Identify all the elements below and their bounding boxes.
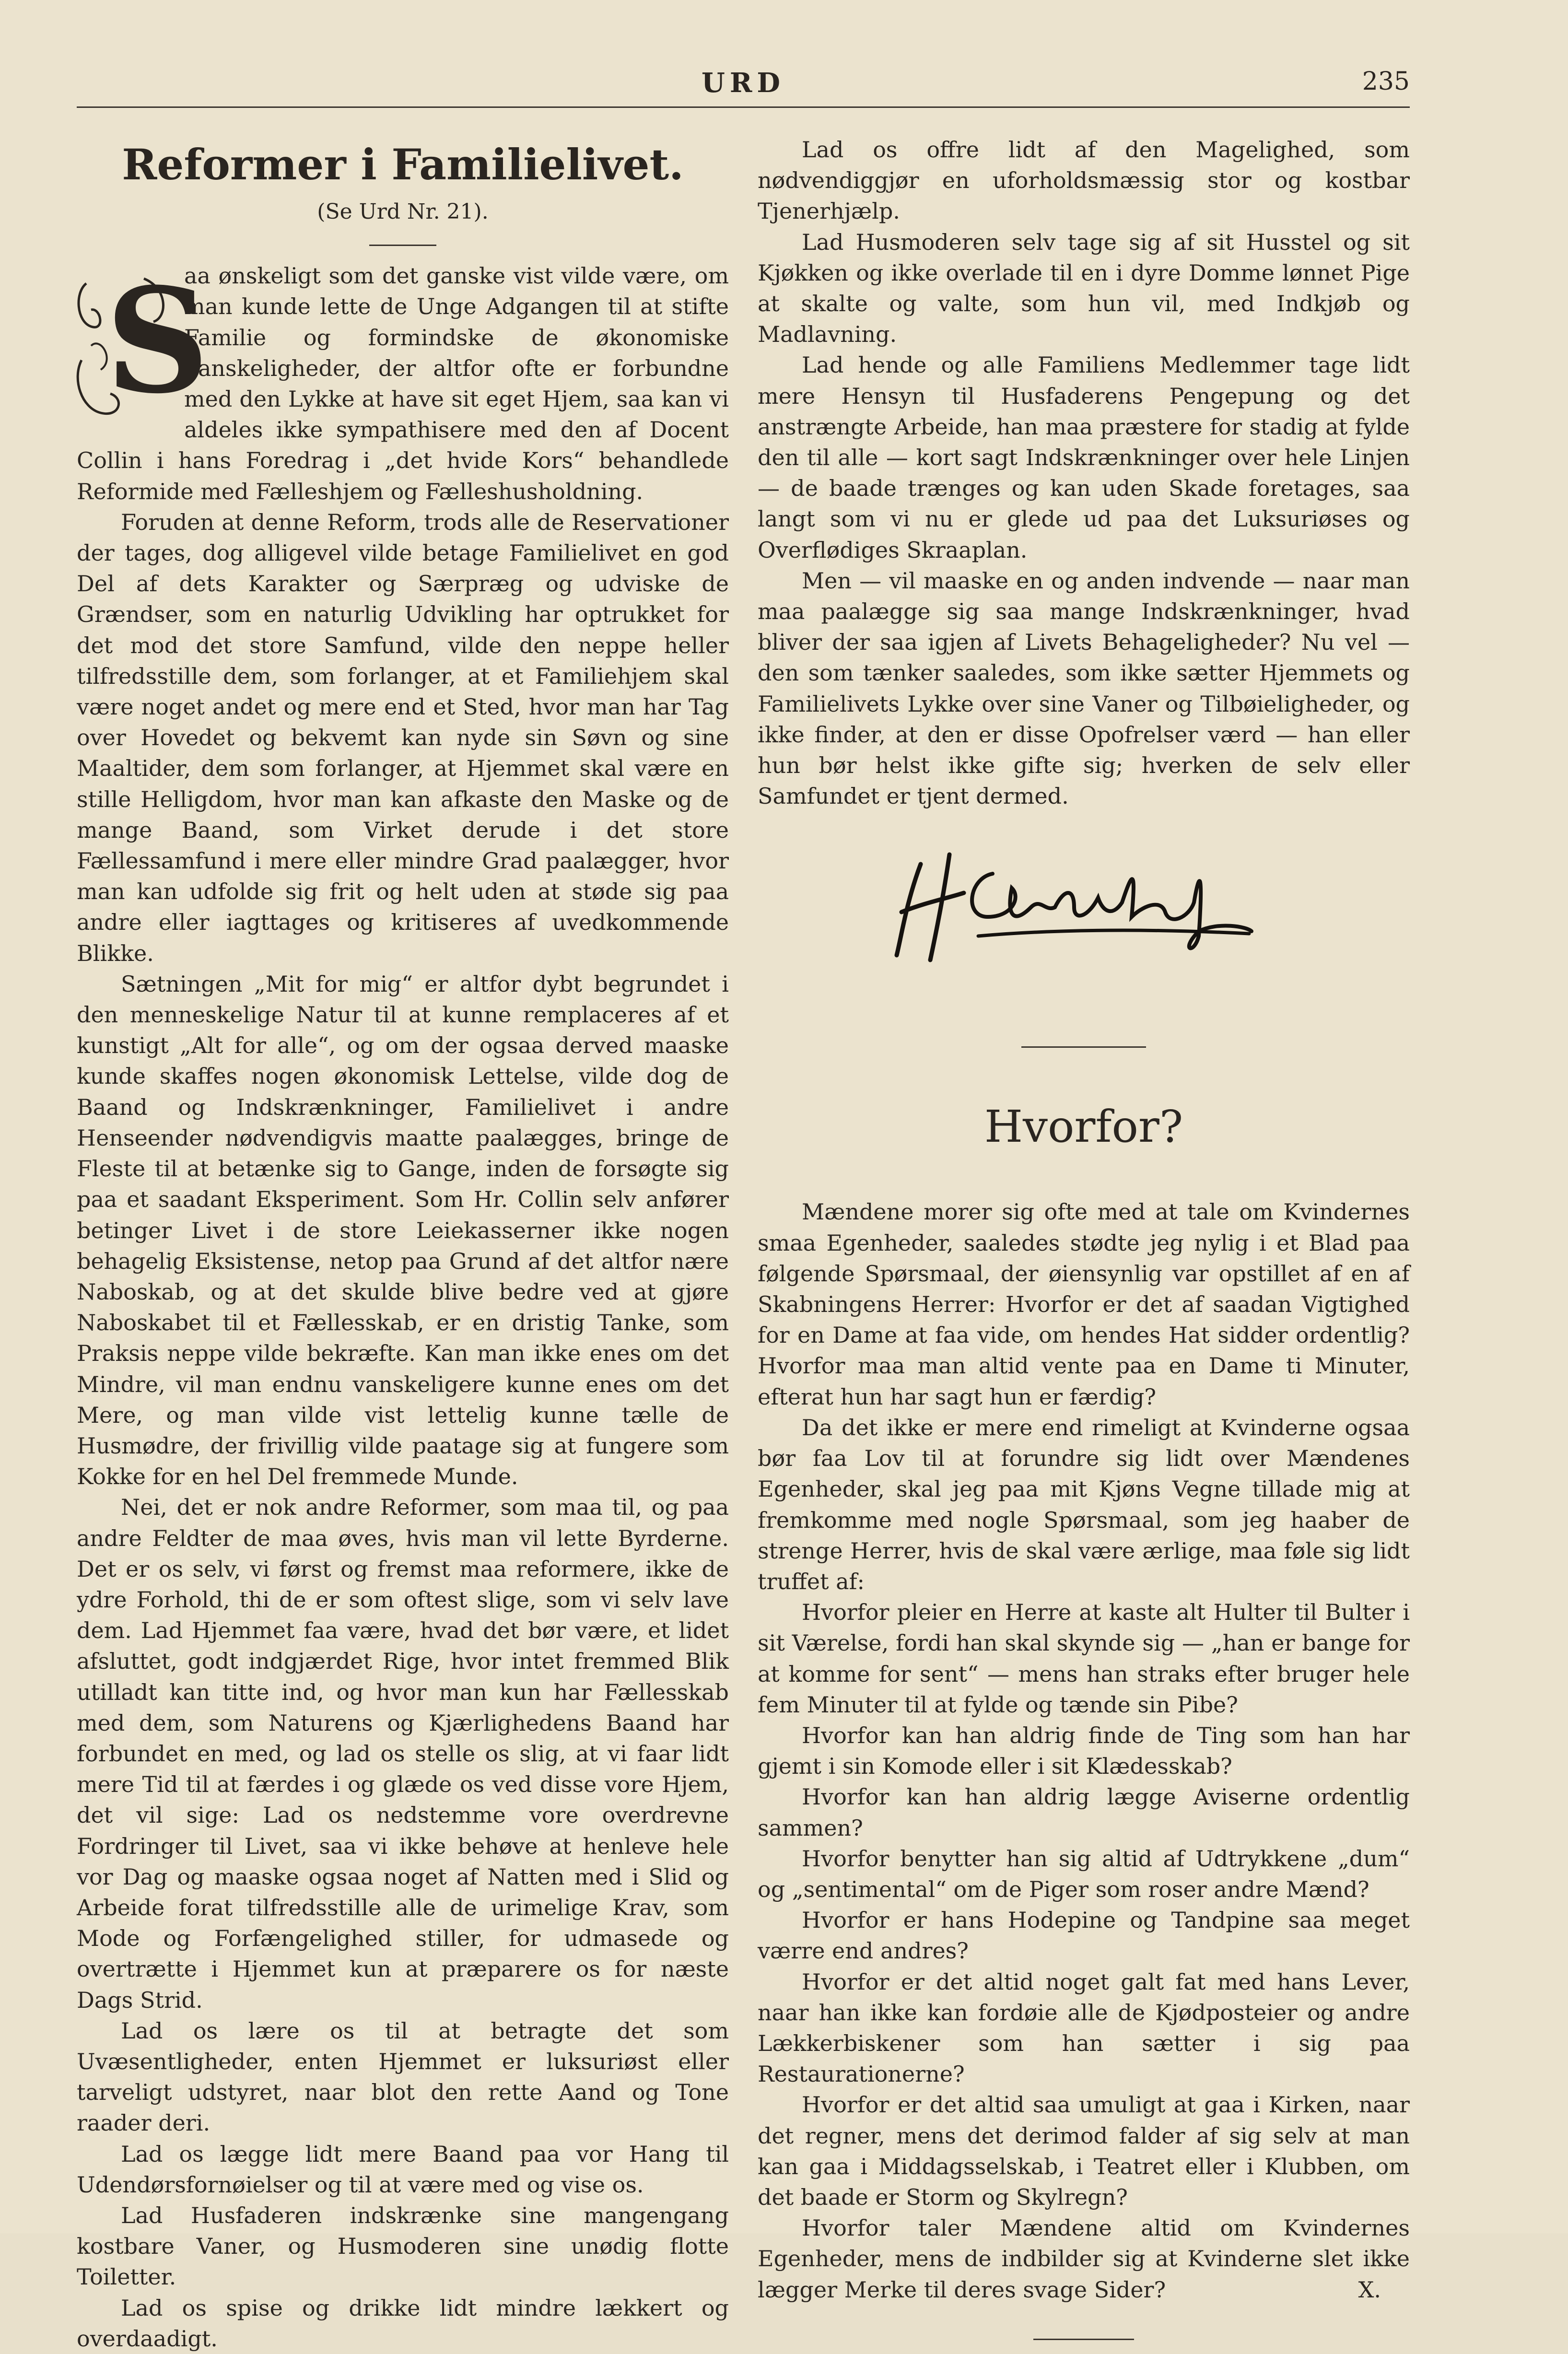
page-number: 235 bbox=[1362, 67, 1410, 96]
signature-icon bbox=[892, 845, 1256, 970]
left-column bbox=[77, 134, 729, 2354]
author-signature: X. bbox=[1358, 2276, 1381, 2303]
dropcap-letter: S bbox=[105, 256, 210, 426]
paragraph: Lad os lægge lidt mere Baand paa vor Hang til Udendørsfornøielser og til at være med og vise os. bbox=[77, 2141, 729, 2198]
dropcap-ornament bbox=[72, 256, 210, 427]
paragraph: Lad Husmoderen selv tage sig af sit Husstel og sit Kjøkken og ikke overlade til en i dyre Domme lønnet Pige at skalte og valte, som hun vil, med Indkjøb og Madlavning. bbox=[758, 229, 1410, 348]
paragraph: Nei, det er nok andre Reformer, som maa til, og paa andre Feldter de maa øves, hvis man vil lette Byrderne. Det er os selv, vi først og fremst maa reformere, ikke de ydre Forhold, thi de er som oftest slige, som vi selv lave dem. Lad Hjemmet faa være, hvad det bør være, et lidet afsluttet, godt indgjærdet Rige, hvor intet fremmed Blik utilladt kan titte ind, og hvor man kun har Fællesskab med dem, som Naturens og Kjærlighedens Baand har forbundet en med, og lad os stelle os slig, at vi faar lidt mere Tid til at færdes i og glæde os ved disse vore Hjem, det vil sige: Lad os nedstemme vore overdrevne Fordringer til Livet, saa vi ikke behøve at henleve hele vor Dag og maaske ogsaa noget af Natten med i Slid og Arbeide forat tilfredsstille alle de urimelige Krav, som Mode og Forfængelighed stiller, for udmasede og overtrætte i Hjemmet kun at præparere os for næste Dags Strid. bbox=[77, 1494, 729, 2013]
paragraph: Lad os lære os til at betragte det som Uvæsentligheder, enten Hjemmet er luksuriøst eller tarveligt udstyret, naar blot den rette Aand og Tone raader deri. bbox=[77, 2017, 729, 2136]
title-rule bbox=[369, 245, 436, 246]
paragraph: Men — vil maaske en og anden indvende — naar man maa paalægge sig saa mange Indskrænkninger, hvad bliver der saa igjen af Livets Behageligheder? Nu vel — den som tænker saaledes, som ikke sætter Hjemmets og Familielivets Lykke over sine Vaner og Tilbøieligheder, og ikke finder, at den er disse Opofrelser værd — han eller hun bør helst ikke gifte sig; hverken de selv eller Samfundet er tjent dermed. bbox=[758, 567, 1410, 809]
article-separator bbox=[1021, 1046, 1146, 1048]
article-title: Reformer i Familielivet. bbox=[122, 140, 684, 189]
paragraph: Hvorfor kan han aldrig lægge Aviserne ordentlig sammen? bbox=[758, 1784, 1410, 1841]
last-paragraph bbox=[758, 2213, 1410, 2305]
paragraph: Lad os spise og drikke lidt mindre lækkert og overdaadigt. bbox=[77, 2295, 729, 2352]
header-rule bbox=[77, 106, 1410, 108]
paragraph: Hvorfor kan han aldrig finde de Ting som han har gjemt i sin Komode eller i sit Klædesskab? bbox=[758, 1722, 1410, 1780]
running-head bbox=[77, 67, 1410, 110]
paragraph: Hvorfor er det altid noget galt fat med hans Lever, naar han ikke kan fordøie alle de Kjødposteier og andre Lækkerbiskener som han sætter i sig paa Restaurationerne? bbox=[758, 1968, 1410, 2087]
right-column bbox=[758, 134, 1410, 2340]
opening-paragraph bbox=[77, 256, 729, 507]
signature bbox=[758, 845, 1410, 979]
paragraph: Lad os offre lidt af den Magelighed, som nødvendiggjør en uforholdsmæssig stor og kostbar Tjenerhjælp. bbox=[758, 137, 1410, 224]
article-title: Hvorfor? bbox=[984, 1101, 1183, 1153]
paragraph: Mændene morer sig ofte med at tale om Kvindernes smaa Egenheder, saaledes stødte jeg nylig i et Blad paa følgende Spørsmaal, der øiensynlig var opstillet af en af Skabningens Herrer: Hvorfor er det af saadan Vigtighed for en Dame at faa vide, om hendes Hat sidder ordentlig? Hvorfor maa man altid vente paa en Dame ti Minuter, efterat hun har sagt hun er færdig? bbox=[758, 1199, 1410, 1410]
paragraph: Hvorfor benytter han sig altid af Udtrykkene „dum“ og „sentimental“ om de Piger som roser andre Mænd? bbox=[758, 1845, 1410, 1902]
paragraph-text: aa ønskeligt som det ganske vist vilde være, om man kunde lette de Unge Adgangen til at stifte Familie og formindske de økonomiske Vanskeligheder, der altfor ofte er forbundne med den Lykke at have sit eget Hjem, saa kan vi aldeles ikke sympathisere med den af Docent Collin i hans Foredrag i „det hvide Kors“ behandlede Reformide med Fælleshjem og Fælleshusholdning. bbox=[77, 263, 729, 504]
paragraph: Da det ikke er mere end rimeligt at Kvinderne ogsaa bør faa Lov til at forundre sig lidt over Mændenes Egenheder, skal jeg paa mit Kjøns Vegne tillade mig at fremkomme med nogle Spørsmaal, som jeg haaber de strenge Herrer, hvis de skal være ærlige, maa føle sig lidt truffet af: bbox=[758, 1414, 1410, 1594]
paragraph-text: Hvorfor taler Mændene altid om Kvindernes Egenheder, mens de indbilder sig at Kvinderne slet ikke lægger Merke til deres svage Sider? bbox=[758, 2215, 1410, 2303]
paragraph: Hvorfor er hans Hodepine og Tandpine saa meget værre end andres? bbox=[758, 1907, 1410, 1964]
paragraph: Lad Husfaderen indskrænke sine mangengang kostbare Vaner, og Husmoderen sine unødig flotte Toiletter. bbox=[77, 2202, 729, 2290]
paragraph: Hvorfor er det altid saa umuligt at gaa i Kirken, naar det regner, mens det derimod falder af sig selv at man kan gaa i Middagsselskab, i Teatret eller i Klubben, om det baade er Storm og Skylregn? bbox=[758, 2092, 1410, 2210]
article-subtitle: (Se Urd Nr. 21). bbox=[317, 199, 489, 224]
paragraph: Hvorfor pleier en Herre at kaste alt Hulter til Bulter i sit Værelse, fordi han skal skynde sig — „han er bange for at komme for sent“ — mens han straks efter bruger hele fem Minuter til at fylde og tænde sin Pibe? bbox=[758, 1599, 1410, 1718]
running-title: URD bbox=[702, 67, 785, 99]
closing-rule bbox=[1033, 2339, 1134, 2340]
paragraph: Sætningen „Mit for mig“ er altfor dybt begrundet i den menneskelige Natur til at kunne remplaceres af et kunstigt „Alt for alle“, og om der ogsaa derved maaske kunde skaffes nogen økonomisk Lettelse, vilde dog de Baand og Indskrænkninger, Familielivet i andre Henseender nødvendigvis maatte paalægges, bringe de Fleste til at betænke sig to Gange, inden de forsøgte sig paa et saadant Eksperiment. Som Hr. Collin selv anfører betinger Livet i de store Leiekasserner ikke nogen behagelig Eksistense, netop paa Grund af det altfor nære Naboskab, og at det skulde blive bedre ved at gjøre Naboskabet til et Fællesskab, er en dristig Tanke, som Praksis neppe vilde bekræfte. Kan man ikke enes om det Mindre, vil man endnu vanskeligere kunne enes om det Mere, og man vilde vist lettelig kunne tælle de Husmødre, der frivillig vilde paatage sig at fungere som Kokke for en hel Del fremmede Munde. bbox=[77, 971, 729, 1490]
paragraph: Lad hende og alle Familiens Medlemmer tage lidt mere Hensyn til Husfaderens Pengepung og det anstrængte Arbeide, han maa præstere for stadig at fylde den til alle — kort sagt Indskrænkninger over hele Linjen — de baade trænges og kan uden Skade foretages, saa langt som vi nu er glede ud paa det Luksuriøses og Overflødiges Skraaplan. bbox=[758, 352, 1410, 563]
paragraph: Foruden at denne Reform, trods alle de Reservationer der tages, dog alligevel vilde betage Familielivet en god Del af dets Karakter og Særpræg og udviske de Grændser, som en naturlig Udvikling har optrukket for det mod det store Samfund, vilde den neppe heller tilfredsstille dem, som forlanger, at et Familiehjem skal være noget andet og mere end et Sted, hvor man har Tag over Hovedet og bekvemt kan nyde sin Søvn og sine Maaltider, dem som forlanger, at Hjemmet skal være en stille Helligdom, hvor man kan afkaste den Maske og de mange Baand, som Virket derude i det store Fællessamfund i mere eller mindre Grad paalægger, hvor man kan udfolde sig frit og helt uden at støde sig paa andre eller iagttages og kritiseres af uvedkommende Blikke. bbox=[77, 509, 729, 966]
